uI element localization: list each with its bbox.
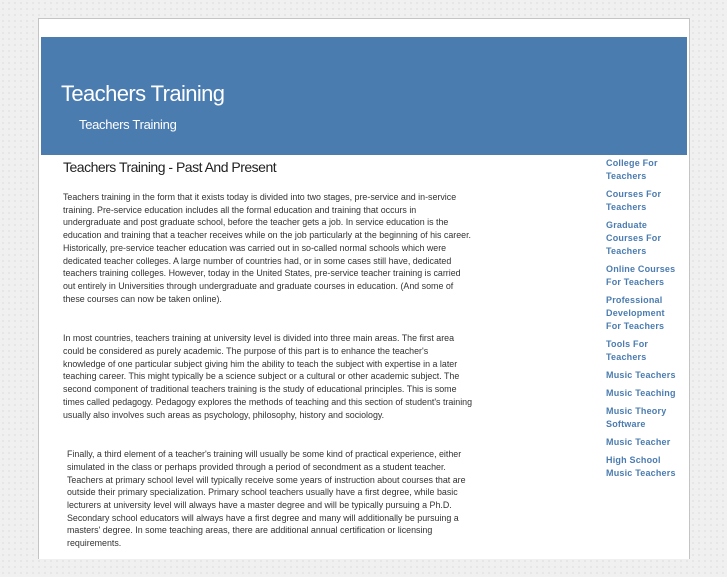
sidebar-link-music-teaching[interactable]: Music Teaching: [606, 387, 676, 398]
sidebar-link-tools-for-teachers[interactable]: Tools For Teachers: [606, 338, 649, 362]
sidebar-link-courses-for-teachers[interactable]: Courses For Teachers: [606, 189, 662, 212]
page-container: [38, 18, 690, 559]
site-subtitle: Teachers Training: [79, 117, 177, 132]
sidebar-link-online-courses[interactable]: Online Courses For Teachers: [606, 263, 676, 287]
article: [63, 159, 473, 577]
sidebar-link-music-theory-software[interactable]: Music Theory Software: [606, 406, 667, 429]
article-title: Teachers Training - Past And Present: [63, 159, 277, 175]
sidebar-link-college-for-teachers[interactable]: College For Teachers: [606, 158, 658, 181]
sidebar-link-high-school-music-teachers[interactable]: High School Music Teachers: [606, 455, 676, 478]
sidebar-links: [606, 157, 681, 485]
article-paragraph-2: In most countries, teachers training at university level is divided into three main areas. The first area could be considered as purely academic. The purpose of this part is to enhance the teacher's knowledge of one particular subject giving him the ability to teach the subject with expertise in a later teaching career. This might typically be a science subject or a cultural or other academic subject. The second component of traditional teachers training is the study of educational principles. This is some times called pedagogy. Pedagogy explores the methods of teaching and this section of student's training usually also involves such areas as psychology, philosophy, history and sociology.: [63, 333, 473, 420]
site-header: [41, 37, 687, 155]
sidebar-link-graduate-courses[interactable]: Graduate Courses For Teachers: [606, 220, 662, 256]
sidebar-link-music-teachers[interactable]: Music Teachers: [606, 369, 676, 380]
sidebar-link-professional-development[interactable]: Professional Development For Teachers: [606, 294, 665, 331]
sidebar-link-music-teacher[interactable]: Music Teacher: [606, 437, 671, 447]
article-paragraph-1: Teachers training in the form that it exists today is divided into two stages, pre-service and in-service training. Pre-service education includes all the formal education and training that occurs in undergraduate and post graduate school, before the teacher gets a job. In service education is the education and training that a teacher receives while on the job particularly at the beginning of his career. Historically, pre-service teacher education was carried out in so-called normal schools which were dedicated teacher colleges. A large number of countries had, or in some cases still have, dedicated teachers training colleges. However, today in the United States, pre-service teacher training is carried out entirely in Universities through undergraduate and graduate courses in education. (And some of these courses can now be taken online).: [63, 192, 472, 304]
article-paragraph-3: Finally, a third element of a teacher's training will usually be some kind of practical experience, either simulated in the class or perhaps provided through a period of secondment as a student teacher. Teachers at primary school level will typically receive some years of instruction about courses that are outside their primary specialization. Primary school teachers usually have a first degree, while basic lecturers at university level will always have a master degree and will be typically pursuing a Ph.D. Secondary school educators will always have a first degree and many will additionally be pursuing a masters' degree. In some teaching areas, there are additional annual certification or licensing requirements.: [67, 449, 466, 549]
site-title[interactable]: Teachers Training: [61, 81, 225, 106]
